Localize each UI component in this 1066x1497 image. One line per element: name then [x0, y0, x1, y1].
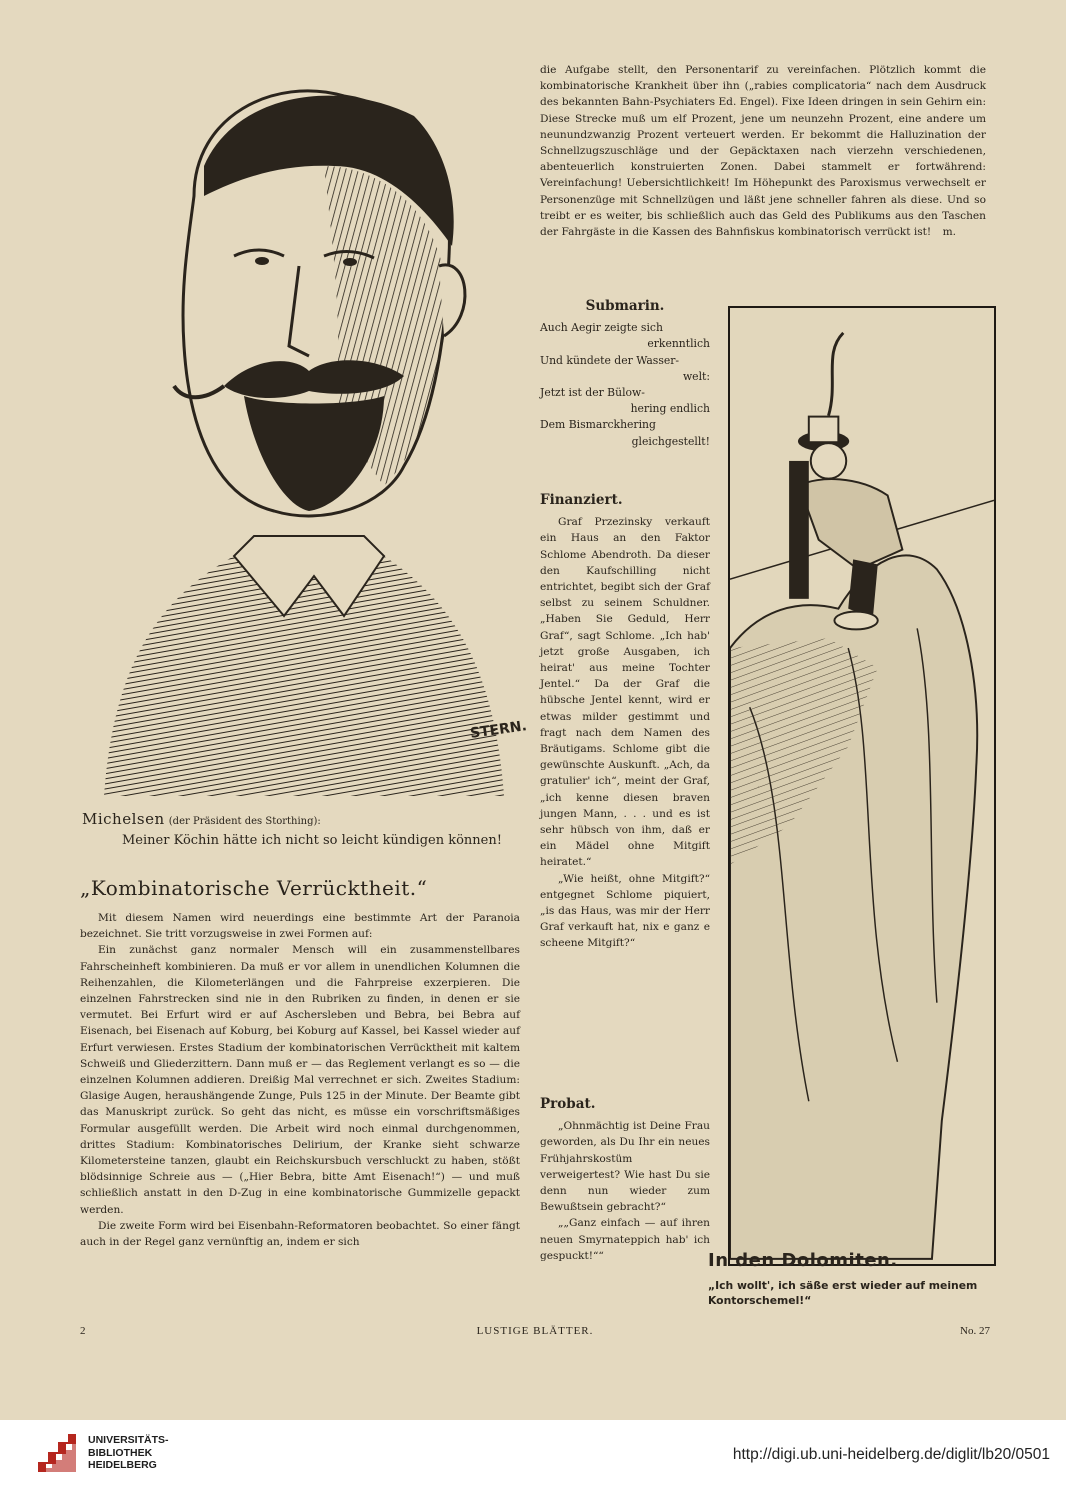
issue-number: No. 27	[960, 1325, 990, 1337]
poem-line: Dem Bismarckhering	[540, 418, 656, 432]
poem-line: hering endlich	[630, 402, 710, 416]
article-author: m.	[942, 226, 956, 239]
probat-paragraph: „Ohnmächtig ist Deine Frau geworden, als Du Ihr ein neues Frühjahrskostüm verweigertest? Wie hast Du sie denn nun wieder zum Bewußtsein gebracht?“	[540, 1120, 710, 1214]
page-number: 2	[80, 1325, 86, 1337]
article-title: „Kombinatorische Verrücktheit.“	[80, 876, 428, 900]
caption-name: Michelsen	[82, 810, 165, 828]
finanziert-paragraph: Graf Przezinsky verkauft ein Haus an den Faktor Schlome Abendroth. Da dieser den Kaufschilling nicht entrichtet, begibt sich der Graf selbst zu seinem Schuldner. „Haben Sie Geduld, Herr Graf“, sagt Schlome. „Ich hab' jetzt große Ausgaben, ich heirat' aus meine Tochter Jentel.“ Da der Graf die hübsche Jentel kennt, wird er etwas milder gestimmt und fragt nach dem Namen des Bräutigams. Schlome gibt die gewünschte Auskunft. „Ach, da gratulier' ich“, meint der Graf, „ich kenne diesen braven jungen Mann, . . . und es ist sehr hübsch von ihm, daß er ein Mädel ohne Mitgift heiratet.“	[540, 516, 710, 869]
magazine-name: LUSTIGE BLÄTTER.	[476, 1325, 594, 1337]
finanziert-title: Finanziert.	[540, 492, 623, 508]
probat-paragraph: „„Ganz einfach — auf ihren neuen Smyrnateppich hab' ich gespuckt!““	[540, 1217, 710, 1262]
artist-signature: STERN.	[469, 718, 528, 742]
page-footer	[80, 1325, 990, 1345]
library-line: BIBLIOTHEK	[88, 1446, 153, 1459]
poem-line: gleichgestellt!	[631, 434, 710, 448]
continuation-text: die Aufgabe stellt, den Personentarif zu vereinfachen. Plötzlich kommt die kombinatorische Krankheit über ihn („rabies complicatoria“ nach dem Ausdruck des bekannten Bahn-Psychiaters Ed. Engel). Fixe Ideen dringen in sein Gehirn ein: Diese Strecke muß um elf Prozent, jene um neunzehn Prozent, eine andere um neunundzwanzig Prozent verteuert werden. Er bekommt die Halluzination der Schnellzugszuschläge und der Gepäcktaxen nach vierzehn verschiedenen, abenteuerlich konstruierten Zonen. Dabei stammelt er fortwährend: Vereinfachung! Uebersichtlichkeit! Im Höhepunkt des Paroxismus verwechselt er Personenzüge mit Schnellzügen und läßt jene schneller fahren als diese. Und so treibt er es weiter, bis schließlich auch das Geld des Publikums aus den Taschen der Fahrgäste in die Kassen des Bahnfiskus kombinatorisch verrückt ist!	[540, 64, 987, 239]
probat-section	[540, 1096, 710, 1264]
portrait-illustration	[84, 56, 532, 806]
finanziert-paragraph: „Wie heißt, ohne Mitgift?“ entgegnet Schlome piquiert, „is das Haus, was mir der Herr Graf verkauft hat, nix e ganz e scheene Mitgift?“	[540, 872, 710, 950]
dolomiten-title: In den Dolomiten.	[708, 1250, 898, 1271]
caption-quote: Meiner Köchin hätte ich nicht so leicht kündigen können!	[122, 833, 502, 848]
library-name	[88, 1434, 169, 1472]
poem-line: welt:	[682, 369, 710, 383]
poem-line: erkenntlich	[647, 337, 710, 351]
dolomites-illustration	[728, 306, 996, 1266]
poem-line: Und kündete der Wasser-	[540, 353, 680, 367]
poem-line: Jetzt ist der Bülow-	[540, 386, 645, 400]
portrait-caption	[82, 810, 522, 850]
submarin-section	[540, 298, 710, 450]
library-line: UNIVERSITÄTS-	[88, 1434, 169, 1446]
probat-title: Probat.	[540, 1096, 596, 1112]
library-line: HEIDELBERG	[88, 1459, 157, 1471]
article-paragraph: Mit diesem Namen wird neuerdings eine bestimmte Art der Paranoia bezeichnet. Sie tritt vorzugsweise in zwei Formen auf:	[80, 912, 520, 941]
submarin-poem	[540, 320, 710, 450]
caption-role: (der Präsident des Storthing):	[168, 816, 321, 827]
article-continuation	[540, 62, 986, 240]
submarin-title: Submarin.	[585, 298, 665, 314]
dolomiten-caption: „Ich wollt', ich säße erst wieder auf meinem Kontorschemel!“	[708, 1279, 978, 1307]
article-paragraph: Die zweite Form wird bei Eisenbahn-Reformatoren beobachtet. So einer fängt auch in der Regel ganz vernünftig an, indem er sich	[80, 1219, 520, 1249]
finanziert-section	[540, 492, 710, 952]
poem-line: Auch Aegir zeigte sich	[540, 321, 663, 335]
article-body	[80, 910, 520, 1250]
article-paragraph: Ein zunächst ganz normaler Mensch will ein zusammenstellbares Fahrscheinheft kombinieren. Da muß er vor allem in unendlichen Kolumnen die Reihenzahlen, die Kilometerlängen und die Fahrpreise exzerpieren. Die einzelnen Fahrstrecken sind nie in den Rubriken zu finden, in denen er sie vermutet. Bei Erfurt wird er auf Aschersleben und Bebra, bei Bebra auf Eisenach, bei Eisenach auf Koburg, bei Koburg auf Kassel, bei Kassel wieder auf Erfurt verwiesen. Erstes Stadium der kombinatorischen Verrücktheit mit kaltem Schweiß und Gliederzittern. Dann muß er — das Reglement verlangt es so — die einzelnen Kolumnen addieren. Dreißig Mal verrechnet er sich. Zweites Stadium: Glasige Augen, heraushängende Zunge, Puls 125 in der Minute. Der Beamte gibt das Manuskript zurück. So geht das nicht, es müsse ein vorschriftsmäßiges Formular ausgefüllt werden. Die Arbeit wird noch einmal durchgenommen, drittes Stadium: Kombinatorisches Delirium, der Kranke sieht schwarze Kilometersteine tanzen, glaubt ein Reichskursbuch verschluckt zu haben, stößt blödsinnige Schreie aus — („Hier Bebra, bitte Amt Eisenach!“) — und muß schließlich anstatt in den D-Zug in eine kombinatorische Gummizelle gepackt werden.	[80, 944, 520, 1216]
source-url-link[interactable]: http://digi.ub.uni-heidelberg.de/diglit/lb20/0501	[732, 1446, 1050, 1463]
library-logo-icon	[36, 1432, 78, 1474]
